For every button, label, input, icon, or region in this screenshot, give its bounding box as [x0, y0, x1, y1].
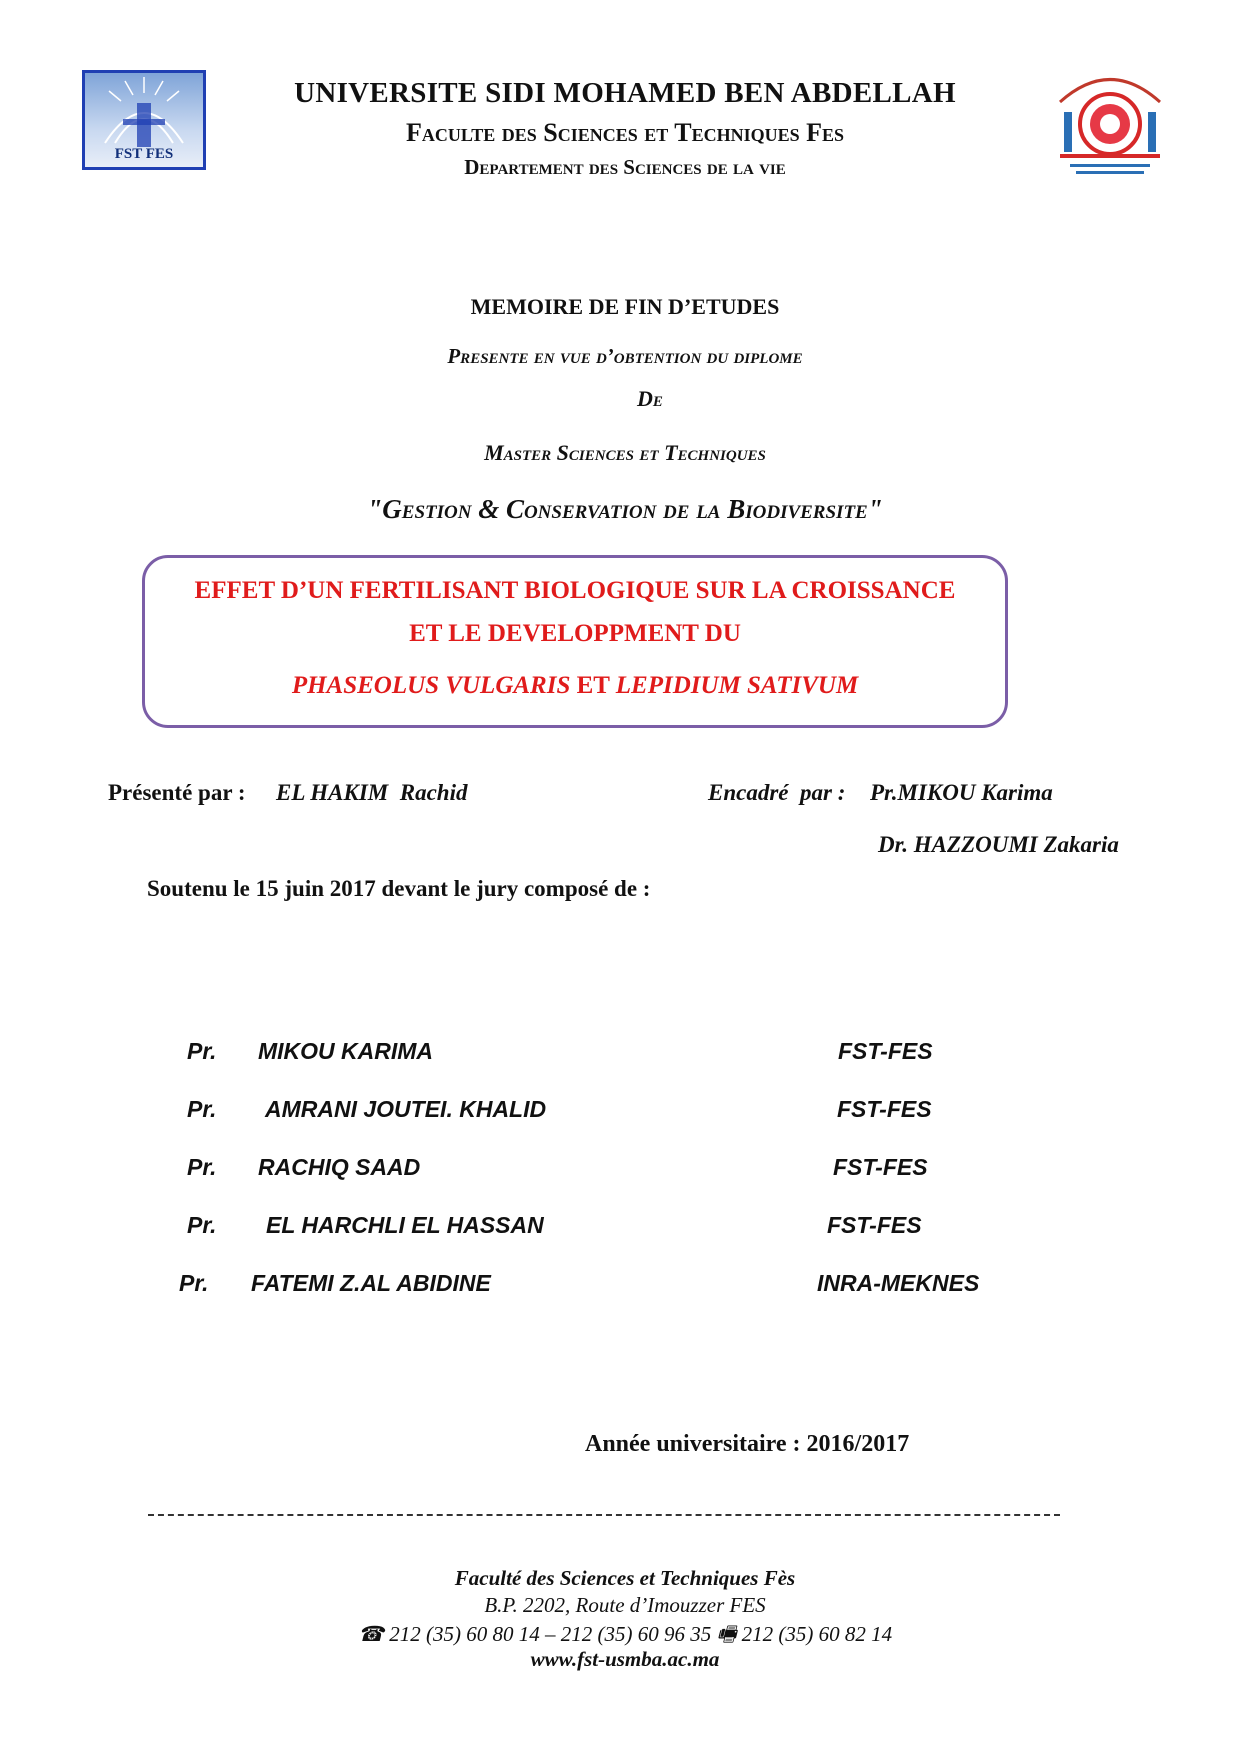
student-name: EL HAKIM Rachid: [276, 780, 468, 805]
jury-name: EL HARCHLI EL HASSAN: [266, 1212, 544, 1238]
jury-affiliation: FST-FES: [837, 1096, 932, 1122]
de-line: De: [637, 386, 663, 411]
memoire-heading: MEMOIRE DE FIN D’ETUDES: [470, 294, 780, 319]
jury-affiliation: FST-FES: [827, 1212, 922, 1238]
fst-fes-logo: [82, 70, 206, 170]
usmba-logo: [1050, 62, 1170, 182]
dashed-separator: [148, 1514, 1060, 1516]
jury-name: AMRANI JOUTEI. KHALID: [265, 1096, 547, 1122]
jury-title: Pr.: [187, 1212, 217, 1238]
supervisor-1: Pr.MIKOU Karima: [870, 780, 1053, 805]
encadre-label: Encadré par :: [708, 780, 846, 805]
thesis-title-line-3: [150, 672, 1000, 700]
jury-title: Pr.: [187, 1038, 217, 1064]
university-name: UNIVERSITE SIDI MOHAMED BEN ABDELLAH: [294, 77, 956, 109]
phone-icon: ☎: [357, 1622, 385, 1646]
jury-affiliation: FST-FES: [833, 1154, 928, 1180]
faculty-name: Faculte des Sciences et Techniques Fes: [405, 118, 845, 147]
footer-website-link[interactable]: www.fst-usmba.ac.ma: [530, 1647, 720, 1671]
jury-affiliation: FST-FES: [838, 1038, 933, 1064]
university-seal-icon: [1050, 62, 1170, 182]
soutenu-line: Soutenu le 15 juin 2017 devant le jury composé de :: [147, 876, 651, 901]
footer-fax: 212 (35) 60 82 14: [741, 1622, 893, 1646]
jury-title: Pr.: [187, 1154, 217, 1180]
master-line: Master Sciences et Techniques: [484, 440, 766, 465]
supervisor-2: Dr. HAZZOUMI Zakaria: [878, 832, 1119, 857]
footer-faculty: Faculté des Sciences et Techniques Fès: [454, 1566, 796, 1590]
jury-title: Pr.: [179, 1270, 209, 1296]
jury-name: RACHIQ SAAD: [258, 1154, 421, 1180]
footer-address: B.P. 2202, Route d’Imouzzer FES: [484, 1593, 766, 1617]
jury-name: MIKOU KARIMA: [258, 1038, 434, 1064]
jury-name: FATEMI Z.AL ABIDINE: [251, 1270, 491, 1296]
jury-affiliation: INRA-MEKNES: [817, 1270, 980, 1296]
fax-icon: 🖷: [716, 1622, 737, 1646]
presente-label: Présenté par :: [108, 780, 246, 805]
thesis-title-line-2: ET LE DEVELOPPMENT DU: [409, 620, 741, 647]
jury-title: Pr.: [187, 1096, 217, 1122]
species-2: LEPIDIUM SATIVUM: [615, 672, 859, 699]
thesis-title-line-1: EFFET D’UN FERTILISANT BIOLOGIQUE SUR LA CROISSANCE: [194, 577, 956, 604]
presente-line: Presente en vue d’obtention du diplome: [447, 344, 803, 368]
specialite-line: "Gestion & Conservation de la Biodiversite": [367, 494, 883, 524]
academic-year: Année universitaire : 2016/2017: [585, 1431, 910, 1457]
logo-caption: FST FES: [114, 146, 174, 162]
species-1: PHASEOLUS VULGARIS: [291, 672, 571, 699]
species-conjunction: ET: [570, 672, 616, 699]
footer-phone: 212 (35) 60 80 14 – 212 (35) 60 96 35: [389, 1622, 712, 1646]
department-name: Departement des Sciences de la vie: [464, 155, 786, 179]
